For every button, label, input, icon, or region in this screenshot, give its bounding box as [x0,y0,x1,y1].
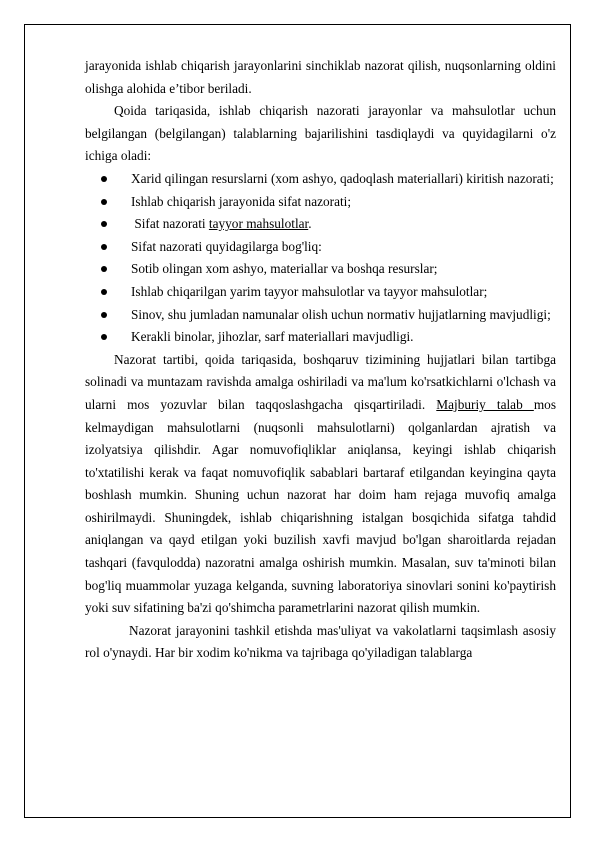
bullet-dot-icon [101,199,107,205]
bullet-dot-icon [101,244,107,250]
paragraph-2: Qoida tariqasida, ishlab chiqarish nazorati jarayonlar va mahsulotlar uchun belgilangan (belgilangan) talablarning bajarilishini tasdiqlaydi va quyidagilarni o'z ichiga oladi: [85,103,556,164]
majburiy-talab-link[interactable]: Majburiy talab [436,396,534,412]
tayyor-mahsulotlar-link[interactable]: tayyor mahsulotlar [208,216,309,232]
paragraph-3: Nazorat tartibi, qoida tariqasida, boshqaruv tizimining hujjatlari bilan tartibga solinadi va muntazam ravishda amalga oshiriladi va ma'lum ko'rsatkichlarni o'lchash va ularni mos yozuvlar bilan taqqoslashgacha qisqartiriladi. Majburiy talab mos kelmaydigan mahsulotlarni (nuqsonli mahsulotlarni) qolganlardan ajratish va izolyatsiya qilishdir. Agar nomuvofiqliklar aniqlansa, keyingi ishlab chiqarish to'xtatilishi kerak va faqat nomuvofiqlik sabablari bartaraf etilgandan keyingina qayta boshlash mumkin. Shuning uchun nazorat har doim ham rejaga muvofiq amalga oshirilmaydi. Shuningdek, ishlab chiqarishning istalgan bosqichida sifatga tahdid aniqlangan va qayd etilgan yoki buzilish xavfi mavjud bo'lgan sharoitlarda rejadan tashqari (favqulodda) nazoratni amalga oshirish mumkin. Masalan, suv ta'minoti bilan bog'liq muammolar yuzaga kelganda, suvning laboratoriya sinovlari sonini ko'paytirish yoki suv sifatining ba'zi qo'shimcha parametrlarini nazorat qilish mumkin. [85,351,556,616]
paragraph-1: jarayonida ishlab chiqarish jarayonlarini sinchiklab nazorat qilish, nuqsonlarning oldini olishga alohida e’tibor beriladi. [85,58,556,96]
list-item: Kerakli binolar, jihozlar, sarf materiallari mavjudligi. [85,326,556,349]
bullet-list [85,168,556,349]
bullet-dot-icon [101,176,107,182]
bullet-dot-icon [101,334,107,340]
list-item: Sotib olingan xom ashyo, materiallar va boshqa resurslar; [85,258,556,281]
list-item: Sifat nazorati tayyor mahsulotlar. [85,213,556,236]
paragraph-4: Nazorat jarayonini tashkil etishda mas'uliyat va vakolatlarni taqsimlash asosiy rol o'ynaydi. Har bir xodim ko'nikma va tajribaga qo'yiladigan talablarga [85,622,556,661]
bullet-dot-icon [101,266,107,272]
list-item: Ishlab chiqarilgan yarim tayyor mahsulotlar va tayyor mahsulotlar; [85,281,556,304]
list-item: Sinov, shu jumladan namunalar olish uchun normativ hujjatlarning mavjudligi; [85,304,556,327]
list-item: Xarid qilingan resurslarni (xom ashyo, qadoqlash materiallari) kiritish nazorati; [85,168,556,191]
bullet-dot-icon [101,289,107,295]
document-body [85,55,556,665]
bullet-dot-icon [101,221,107,227]
list-item: Ishlab chiqarish jarayonida sifat nazorati; [85,191,556,214]
list-item: Sifat nazorati quyidagilarga bog'liq: [85,236,556,259]
bullet-dot-icon [101,312,107,318]
